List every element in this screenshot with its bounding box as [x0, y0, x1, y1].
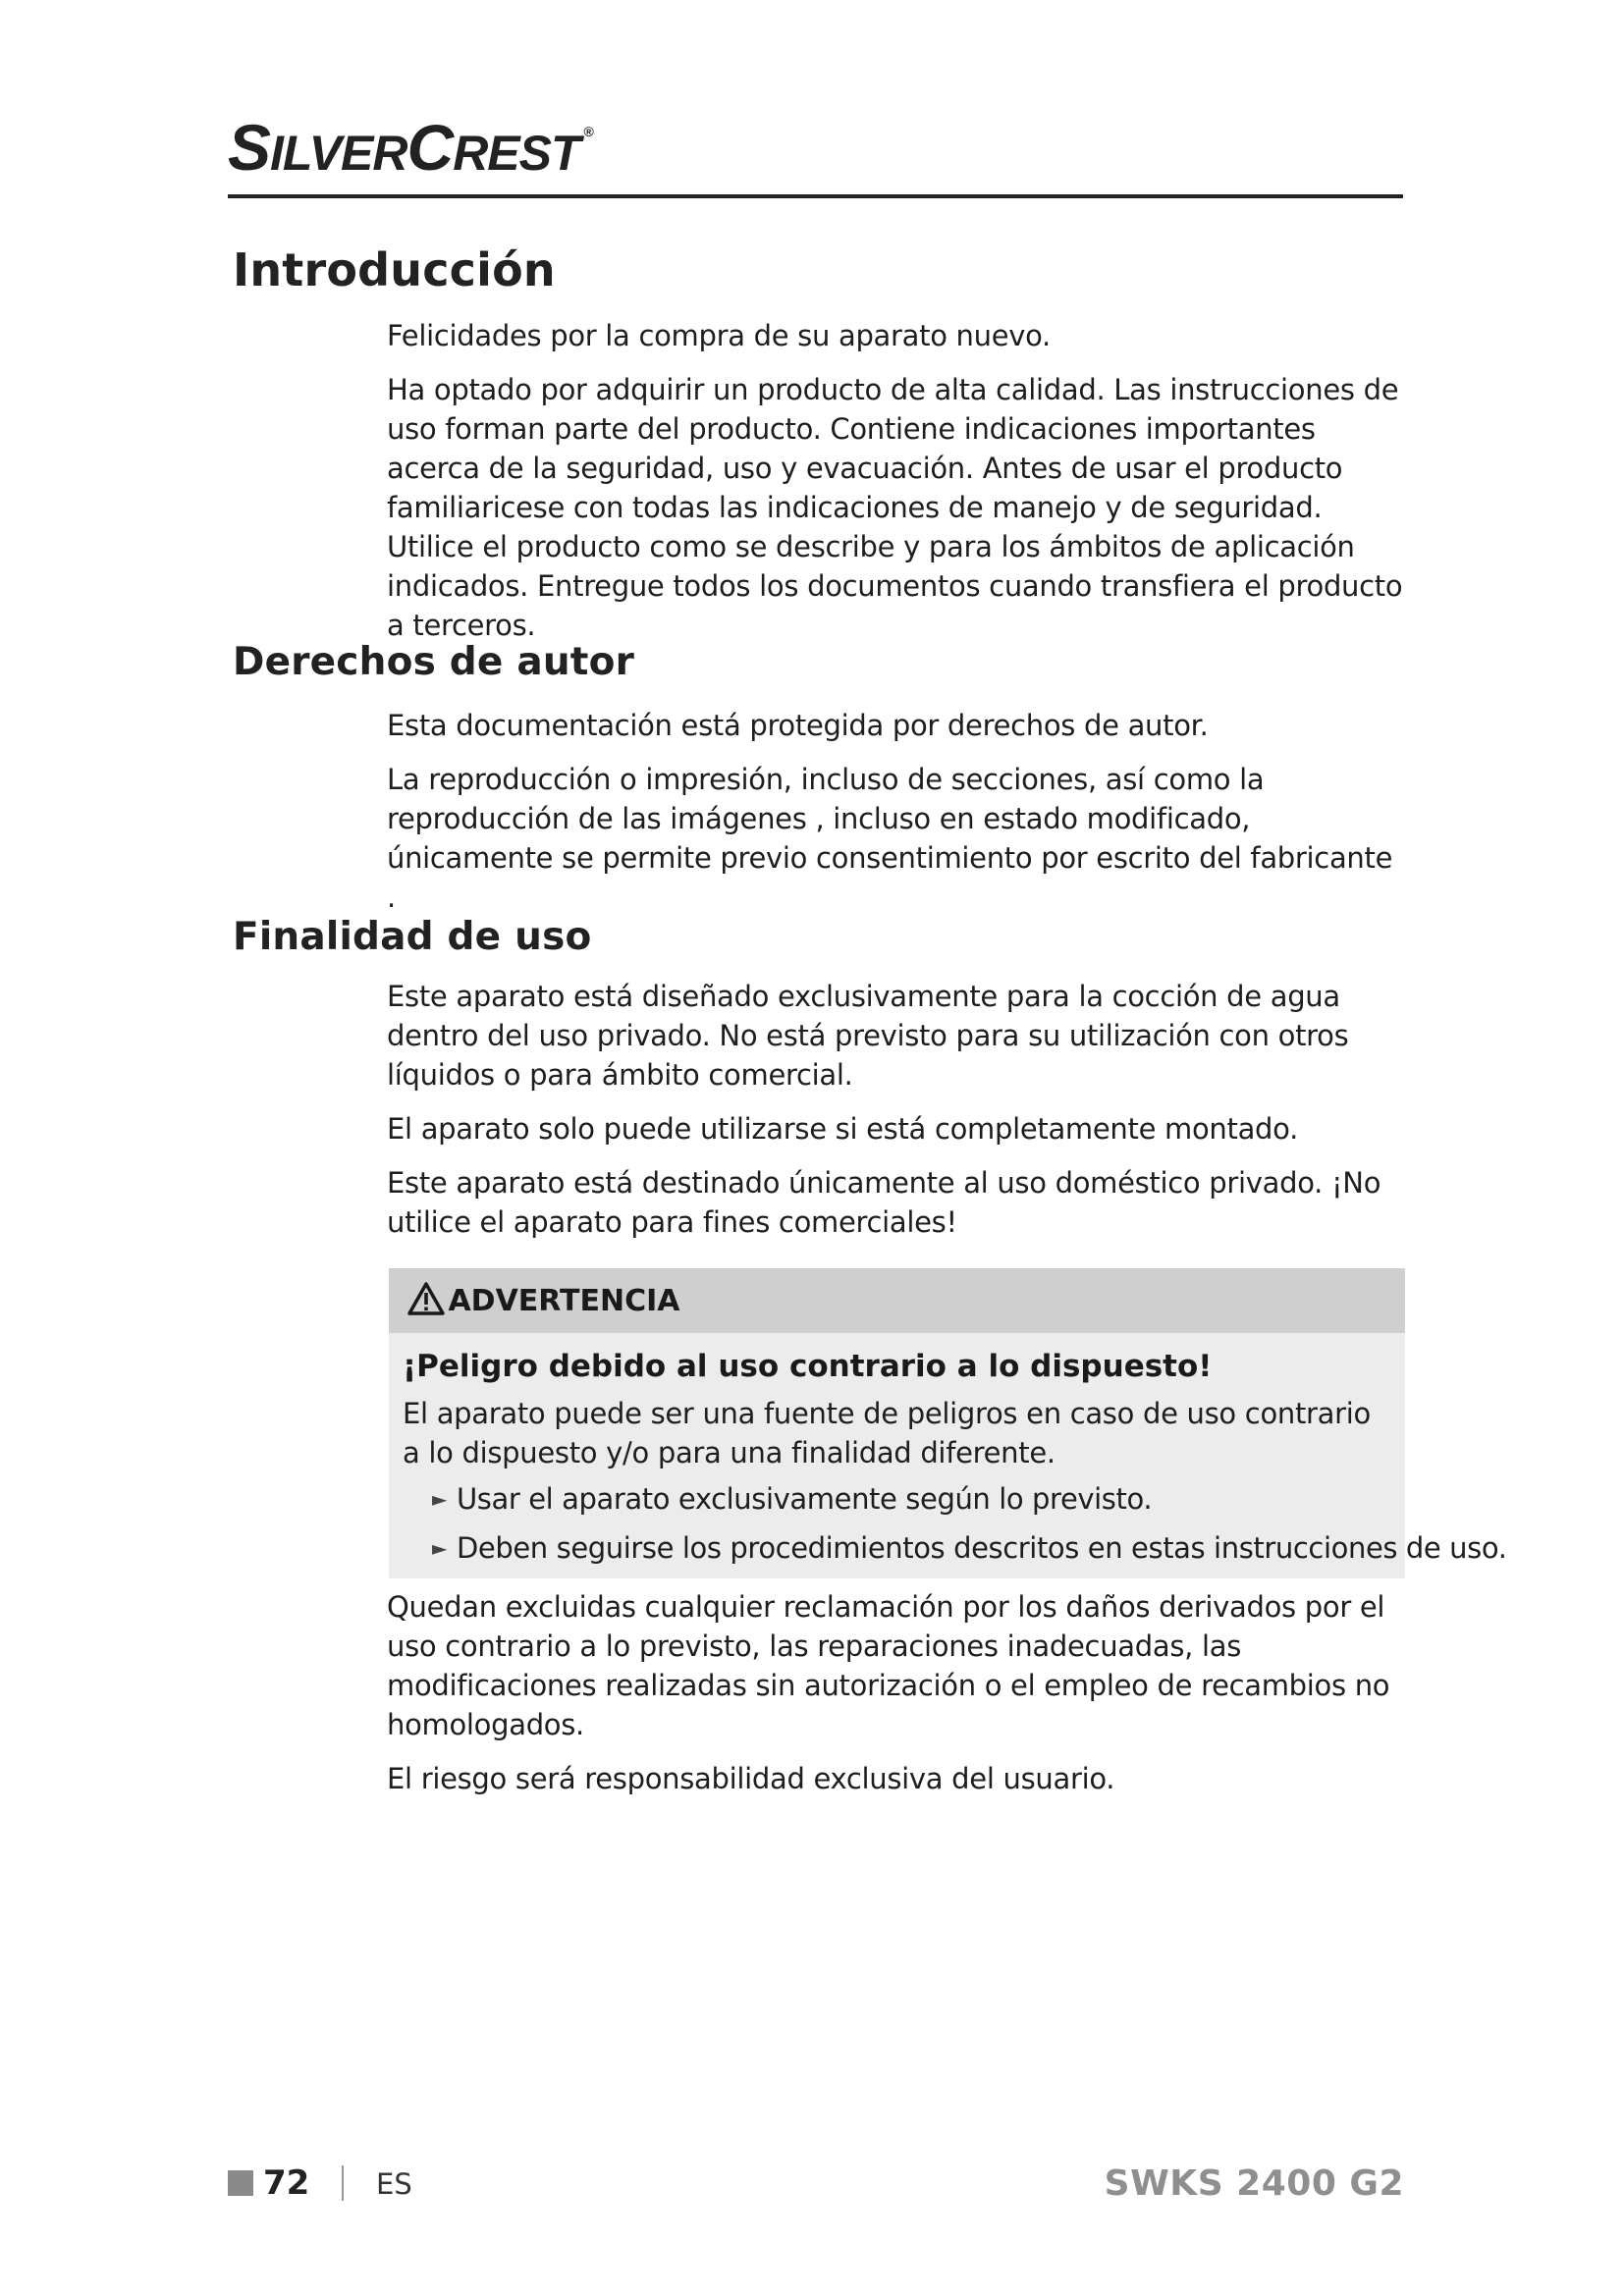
warning-box	[389, 1268, 1507, 1578]
warning-subtitle: ¡Peligro debido al uso contrario a lo dispuesto!	[403, 1349, 1213, 1384]
section-body-finalidad-after	[387, 1587, 1408, 1813]
paragraph: Esta documentación está protegida por derechos de autor.	[387, 709, 1209, 742]
paragraph: Ha optado por adquirir un producto de alta calidad. Las instrucciones de uso forman parte del producto. Contiene indicaciones importantes acerca de la seguridad, uso y evacuación. Antes de usar el producto familiaricese con todas las indicaciones de manejo y de seguridad. Utilice el producto como se describe y para los ámbitos de aplicación indicados. Entregue todos los documentos cuando transfiera el producto a terceros.	[387, 373, 1403, 642]
bullet-arrow-icon: ►	[432, 1487, 447, 1511]
paragraph: El riesgo será responsabilidad exclusiva del usuario.	[387, 1762, 1115, 1795]
section-body-derechos	[387, 706, 1408, 932]
warning-text: El aparato puede ser una fuente de peligros en caso de uso contrario a lo dispuesto y/o para una finalidad diferente.	[403, 1397, 1371, 1469]
footer-language: ES	[376, 2167, 412, 2201]
section-title-finalidad: Finalidad de uso	[233, 915, 592, 959]
paragraph: Este aparato está diseñado exclusivamente para la cocción de agua dentro del uso privado. No está previsto para su utilización con otros líquidos o para ámbito comercial.	[387, 980, 1349, 1092]
paragraph: Este aparato está destinado únicamente al uso doméstico privado. ¡No utilice el aparato para fines comerciales!	[387, 1166, 1381, 1239]
footer-model: SWKS 2400 G2	[1104, 2163, 1404, 2204]
header-rule	[228, 194, 1403, 198]
warning-header	[389, 1268, 1405, 1333]
paragraph: El aparato solo puede utilizarse si está completamente montado.	[387, 1112, 1299, 1146]
list-item: ► Deben seguirse los procedimientos descritos en estas instrucciones de uso.	[432, 1531, 1507, 1565]
paragraph: La reproducción o impresión, incluso de secciones, así como la reproducción de las imágenes , incluso en estado modificado, únicamente se permite previo consentimiento por escrito del fabricante .	[387, 763, 1393, 914]
warning-label: ADVERTENCIA	[406, 1284, 680, 1320]
section-body-finalidad	[387, 977, 1408, 1256]
paragraph: Quedan excluidas cualquier reclamación por los daños derivados por el uso contrario a lo previsto, las reparaciones inadecuadas, las modificaciones realizadas sin autorización o el empleo de recambios no homologados.	[387, 1590, 1390, 1741]
footer-square-marker	[228, 2170, 253, 2196]
section-title-introduccion: Introducción	[233, 243, 556, 296]
footer-divider	[342, 2165, 344, 2201]
page-number: 72	[263, 2163, 310, 2203]
list-item: ► Usar el aparato exclusivamente según lo previsto.	[432, 1482, 1153, 1516]
bullet-arrow-icon: ►	[432, 1536, 447, 1560]
brand-logo: SILVERCREST ®	[228, 111, 593, 184]
paragraph: Felicidades por la compra de su aparato nuevo.	[387, 319, 1051, 352]
warning-triangle-icon	[406, 1281, 446, 1316]
section-body-introduccion	[387, 316, 1408, 660]
section-title-derechos: Derechos de autor	[233, 640, 635, 684]
